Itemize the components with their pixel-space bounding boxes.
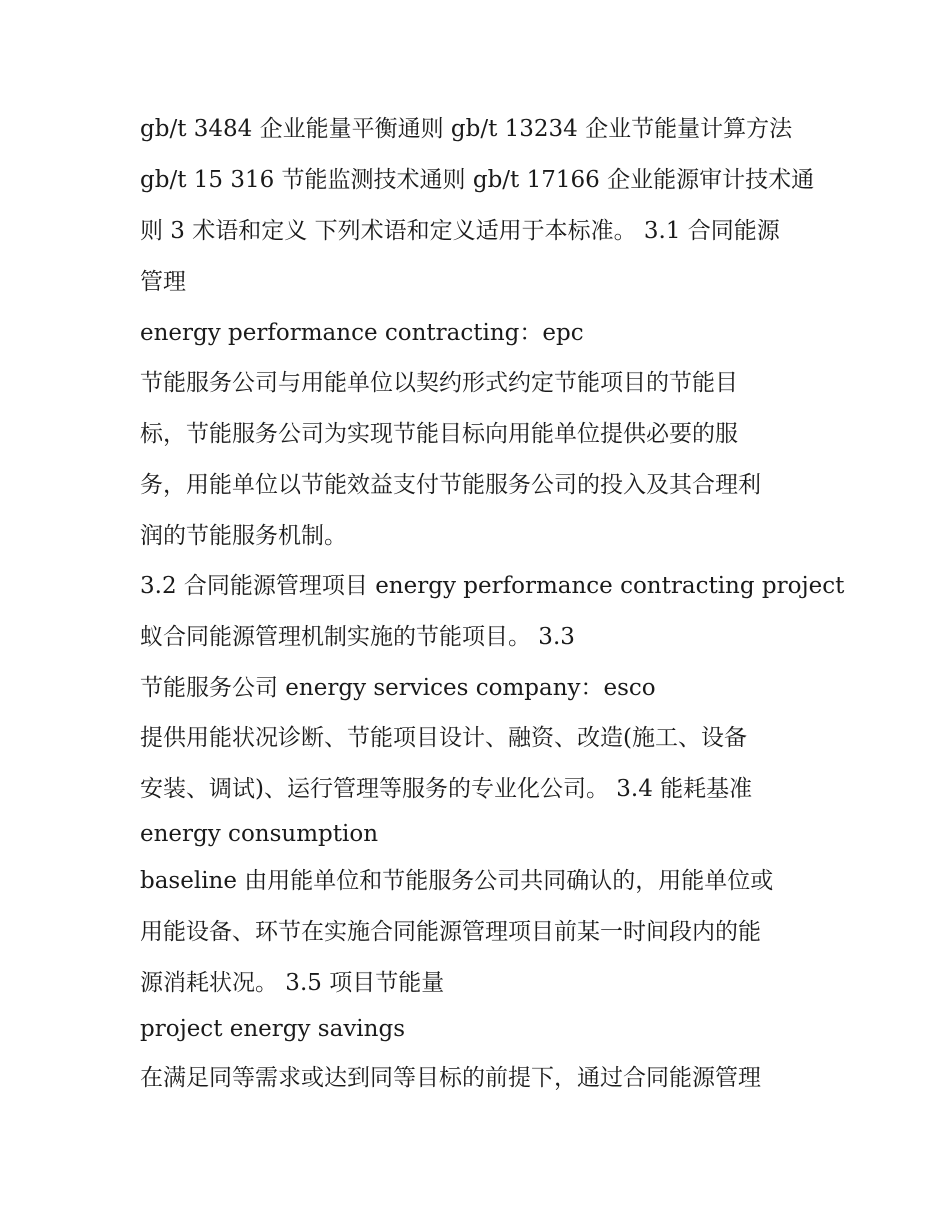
paragraph-3-2-definition: 蚁合同能源管理机制实施的节能项目。 3.3 — [140, 624, 575, 650]
paragraph-3-3-definition: 提供用能状况诊断、节能项目设计、融资、改造(施工、设备 安装、调试)、运行管理等服务的专业化公司。 3.4 能耗基准 — [140, 725, 753, 802]
paragraph-3-4-definition: baseline 由用能单位和节能服务公司共同确认的，用能单位或 用能设备、环节在实施合同能源管理项目前某一时间段内的能 源消耗状况。 3.5 项目节能量 — [140, 868, 774, 996]
term-3-2-heading: 3.2 合同能源管理项目 energy performance contracting project — [140, 573, 845, 599]
paragraph-3-5-definition: 在满足同等需求或达到同等目标的前提下，通过合同能源管理 — [140, 1065, 761, 1091]
term-3-4-english: energy consumption — [140, 821, 379, 847]
term-english-epc: energy performance contracting：epc — [140, 320, 584, 346]
paragraph-epc-definition: 节能服务公司与用能单位以契约形式约定节能项目的节能目 标，节能服务公司为实现节能目标向用能单位提供必要的服 务，用能单位以节能效益支付节能服务公司的投入及其合理利 润的节能服务机制。 — [140, 370, 761, 549]
term-3-5-english: project energy savings — [140, 1016, 406, 1042]
paragraph-referenced-standards: gb/t 3484 企业能量平衡通则 gb/t 13234 企业节能量计算方法 gb/t 15 316 节能监测技术通则 gb/t 17166 企业能源审计技术通 则 3 术语和定义 下列术语和定义适用于本标准。 3.1 合同能源 管理 — [140, 116, 815, 295]
term-3-3-heading: 节能服务公司 energy services company：esco — [140, 675, 656, 701]
